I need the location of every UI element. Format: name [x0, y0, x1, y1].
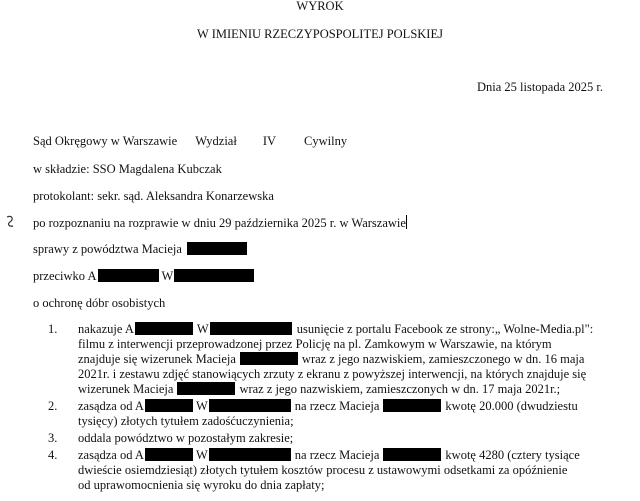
defendant-prefix: przeciwko A	[33, 269, 97, 283]
text-run: zasądza od A	[78, 399, 144, 413]
text-run: kwotę 4280 (cztery tysiące	[445, 448, 580, 462]
defendant-line	[33, 269, 254, 284]
ruling-item-line	[78, 448, 598, 463]
ruling-item-line	[78, 463, 598, 478]
court-division-word: Wydział	[195, 134, 237, 148]
margin-pen-mark-icon	[4, 214, 16, 230]
redaction-block	[383, 399, 441, 412]
redaction-block	[209, 448, 291, 461]
text-run: na rzecz Macieja	[294, 448, 380, 462]
clerk-line: protokolant: sekr. sąd. Aleksandra Konarzewska	[33, 189, 274, 203]
text-run: oddala powództwo w pozostałym zakresie;	[78, 431, 294, 445]
ruling-item-line	[78, 352, 598, 367]
ruling-item-line	[78, 322, 598, 337]
redaction-block	[135, 322, 193, 335]
ruling-item-line	[78, 414, 598, 429]
redaction-block	[210, 322, 292, 335]
redaction-block	[98, 269, 159, 282]
text-cursor	[406, 215, 407, 229]
text-run: filmu z interwencji przeprowadzonej przez Policję na pl. Zamkowym w Warszawie, na którym	[78, 337, 552, 351]
text-run: wraz z jego nazwiskiem, zamieszczonych w dn. 17 maja 2021r.;	[239, 382, 561, 396]
ruling-item-number: 4.	[48, 448, 58, 462]
text-run: W	[195, 399, 208, 413]
text-run: wraz z jego nazwiskiem, zamieszczonego w dn. 16 maja	[301, 352, 585, 366]
text-run: usunięcie z portalu Facebook ze strony:„ Wolne-Media.pl":	[296, 322, 594, 336]
plaintiff-line	[33, 242, 247, 257]
redaction-block	[187, 242, 247, 255]
composition-line: w składzie: SSO Magdalena Kubczak	[33, 162, 222, 176]
document-subtitle: W IMIENIU RZECZYPOSPOLITEJ POLSKIEJ	[197, 27, 443, 41]
subject-line: o ochronę dóbr osobistych	[33, 296, 166, 310]
ruling-item-number: 2.	[48, 399, 58, 413]
text-run: nakazuje A	[78, 322, 134, 336]
court-line	[33, 134, 347, 149]
ruling-item-body	[78, 431, 598, 446]
ruling-item-line	[78, 382, 598, 397]
redaction-block	[177, 382, 235, 395]
court-division-type: Cywilny	[304, 134, 348, 148]
ruling-item-number: 1.	[48, 322, 58, 336]
ruling-item-line	[78, 431, 598, 446]
ruling-item-body	[78, 448, 598, 493]
ruling-item-line	[78, 399, 598, 414]
text-run: tysięcy) złotych tytułem zadośćuczynienia;	[78, 414, 294, 428]
ruling-item-line	[78, 478, 598, 493]
text-run: na rzecz Macieja	[294, 399, 380, 413]
text-run: zasądza od A	[78, 448, 144, 462]
text-run: 2021r. i zestawu zdjęć stanowiących zrzuty z ekranu z powyższej interwencji, na których znajduje się	[78, 367, 587, 381]
defendant-mid: W	[161, 269, 174, 283]
text-run: od uprawomocnienia się wyroku do dnia zapłaty;	[78, 478, 325, 492]
text-run: W	[195, 448, 208, 462]
ruling-item-line	[78, 337, 598, 352]
redaction-block	[174, 269, 254, 282]
ruling-item-number: 3.	[48, 431, 58, 445]
ruling-item-line	[78, 367, 598, 382]
text-run: dwieście osiemdziesiąt) złotych tytułem kosztów procesu z ustawowymi odsetkami za opóźnienie	[78, 463, 568, 477]
text-run: kwotę 20.000 (dwudziestu	[445, 399, 578, 413]
text-run: znajduje się wizerunek Macieja	[78, 352, 236, 366]
court-name: Sąd Okręgowy w Warszawie	[33, 134, 178, 148]
judgment-date: Dnia 25 listopada 2025 r.	[476, 80, 603, 94]
court-division-number: IV	[262, 134, 277, 148]
ruling-item-body	[78, 322, 598, 397]
hearing-text: po rozpoznaniu na rozprawie w dniu 29 października 2025 r. w Warszawie	[33, 216, 406, 230]
text-run: W	[196, 322, 209, 336]
redaction-block	[383, 448, 441, 461]
redaction-block	[240, 352, 298, 365]
ruling-item-body	[78, 399, 598, 429]
plaintiff-prefix: sprawy z powództwa Macieja	[33, 242, 182, 256]
redaction-block	[209, 399, 291, 412]
document-title: WYROK	[296, 0, 344, 13]
redaction-block	[145, 399, 193, 412]
text-run: wizerunek Macieja	[78, 382, 174, 396]
redaction-block	[145, 448, 193, 461]
hearing-line	[33, 215, 407, 231]
